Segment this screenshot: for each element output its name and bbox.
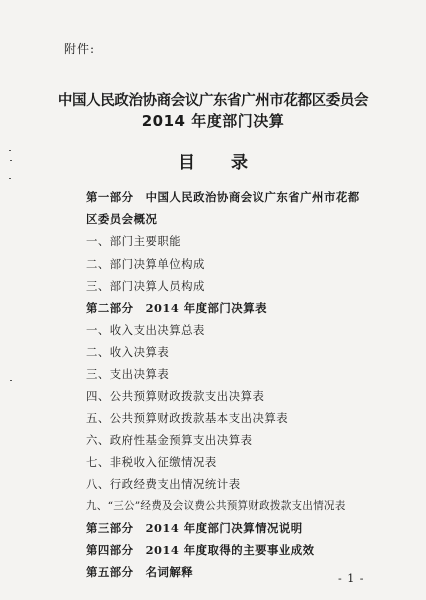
toc-item: 二、收入决算表 <box>86 345 170 359</box>
scan-speck <box>9 178 11 179</box>
attachment-label: 附件: <box>64 42 96 56</box>
toc-item: 二、部门决算单位构成 <box>86 257 205 271</box>
toc-item: 八、行政经费支出情况统计表 <box>86 477 241 491</box>
toc-item: 五、公共预算财政拨款基本支出决算表 <box>86 411 289 425</box>
toc-part-1-continued <box>86 211 157 227</box>
toc-item: 一、部门主要职能 <box>86 234 182 248</box>
toc-part-2 <box>86 300 267 316</box>
toc-part-title: 名词解释 <box>145 565 194 579</box>
toc-item: 三、支出决算表 <box>86 367 170 381</box>
document-subtitle: 2014 年度部门决算 <box>141 112 285 130</box>
scan-speck <box>10 380 12 381</box>
toc-item: 九、“三公”经费及会议费公共预算财政拨款支出情况表 <box>86 500 346 512</box>
toc-part-number: 第四部分 <box>86 543 134 557</box>
scan-speck <box>9 150 11 151</box>
toc-part-title: 2014 年度部门决算表 <box>145 301 267 315</box>
toc-part-number: 第五部分 <box>86 565 134 579</box>
toc-part-number: 第三部分 <box>86 521 134 535</box>
toc-item: 三、部门决算人员构成 <box>86 279 205 293</box>
toc-part-title: 2014 年度部门决算情况说明 <box>145 521 303 535</box>
toc-part-number: 第一部分 <box>86 190 134 204</box>
document-title: 中国人民政治协商会议广东省广州市花都区委员会 <box>57 93 369 109</box>
toc-part-4 <box>86 542 315 558</box>
toc-item: 一、收入支出决算总表 <box>86 323 205 337</box>
toc-part-title: 区委员会概况 <box>86 212 158 226</box>
toc-item: 七、非税收入征缴情况表 <box>86 455 217 469</box>
page-number: - 1 - <box>338 572 365 585</box>
toc-part-3 <box>86 520 303 536</box>
scan-speck <box>10 160 12 161</box>
toc-heading: 目 录 <box>178 153 248 173</box>
toc-item: 四、公共预算财政拨款支出决算表 <box>86 389 265 403</box>
toc-item: 六、政府性基金预算支出决算表 <box>86 433 253 447</box>
toc-part-1 <box>86 189 360 205</box>
toc-part-5 <box>86 564 193 580</box>
toc-part-title: 中国人民政治协商会议广东省广州市花都 <box>145 190 360 204</box>
toc-part-title: 2014 年度取得的主要事业成效 <box>145 543 315 557</box>
toc-part-number: 第二部分 <box>86 301 134 315</box>
